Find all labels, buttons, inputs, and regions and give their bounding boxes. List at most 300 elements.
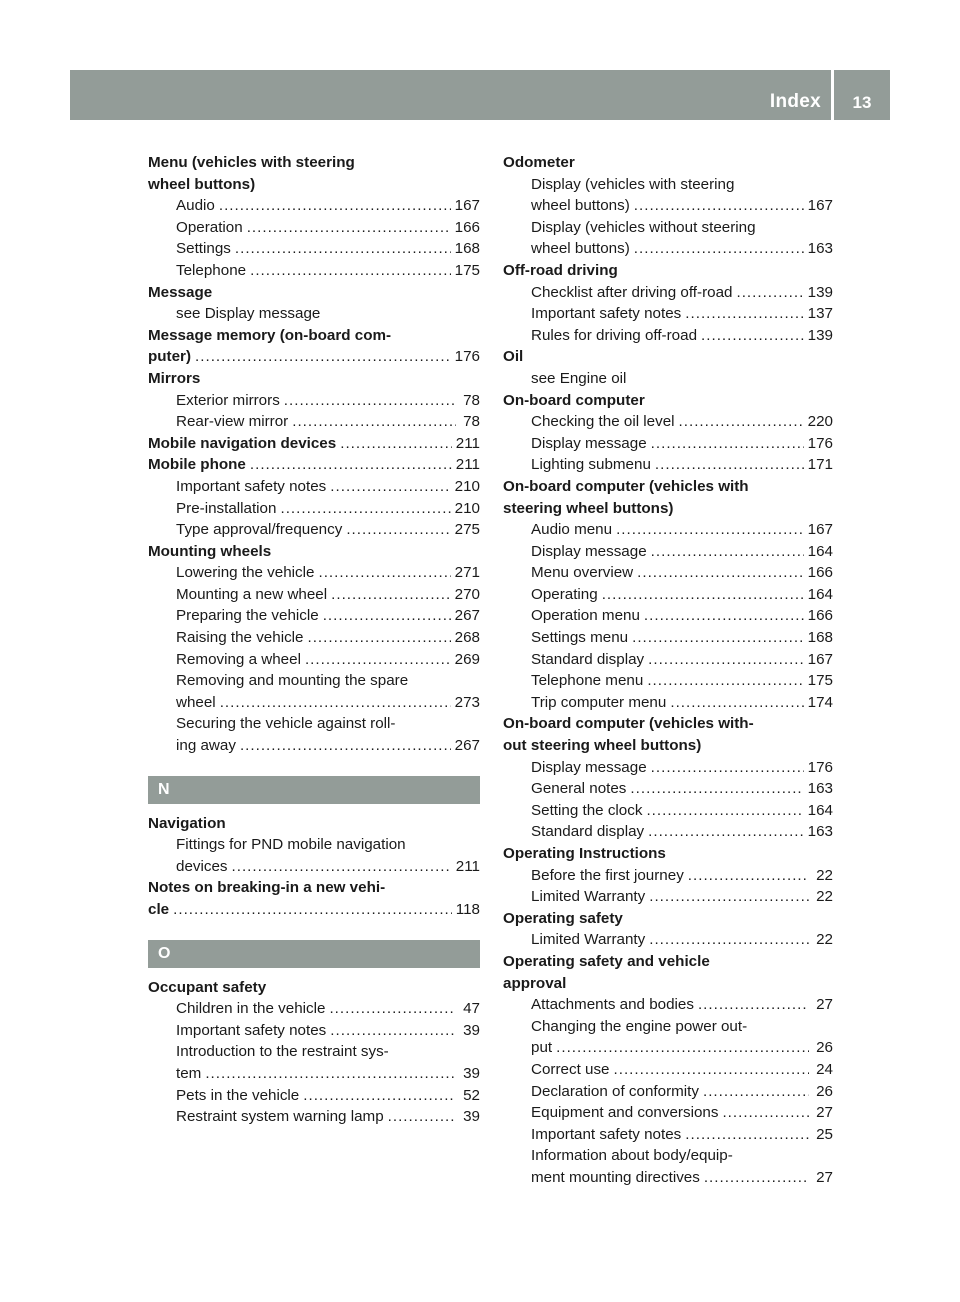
index-subentry	[148, 390, 480, 412]
index-entry	[503, 713, 833, 735]
page-reference: 271	[454, 564, 480, 582]
index-subentry	[503, 929, 833, 951]
page-reference: 211	[455, 456, 480, 474]
page-reference: 27	[816, 1168, 833, 1186]
page-reference: 167	[454, 197, 480, 215]
dot-leader	[651, 757, 804, 779]
index-subentry	[503, 454, 833, 476]
entry-text: Checklist after driving off-road	[531, 283, 733, 301]
entry-text: Pets in the vehicle	[176, 1086, 300, 1104]
index-subentry	[503, 584, 833, 606]
dot-leader	[330, 476, 450, 498]
page-reference: 171	[807, 456, 833, 474]
dot-leader	[637, 562, 804, 584]
index-entry	[148, 174, 480, 196]
dot-leader	[644, 605, 804, 627]
entry-text: steering wheel buttons)	[503, 499, 674, 517]
page-number: 13	[852, 93, 872, 112]
entry-text: Declaration of conformity	[531, 1082, 699, 1100]
dot-leader	[701, 325, 804, 347]
dot-leader	[655, 454, 804, 476]
entry-text: Trip computer menu	[531, 693, 667, 711]
page-reference: 176	[807, 758, 833, 776]
dot-leader	[698, 994, 809, 1016]
index-subentry	[148, 713, 480, 735]
index-subentry	[148, 519, 480, 541]
index-subentry	[148, 834, 480, 856]
entry-text: Rear-view mirror	[176, 413, 289, 431]
entry-text: Lowering the vehicle	[176, 564, 315, 582]
page-reference: 168	[807, 629, 833, 647]
entry-text: Display message	[531, 434, 647, 452]
index-subentry	[148, 856, 480, 878]
dot-leader	[329, 998, 456, 1020]
dot-leader	[205, 1063, 456, 1085]
index-entry	[503, 908, 833, 930]
entry-text: wheel buttons)	[531, 197, 630, 215]
dot-leader	[195, 346, 451, 368]
entry-text: Fittings for PND mobile navigation	[176, 836, 406, 854]
index-entry	[148, 813, 480, 835]
page-reference: 163	[807, 780, 833, 798]
index-subentry	[503, 1059, 833, 1081]
entry-text: Restraint system warning lamp	[176, 1108, 384, 1126]
entry-text: On-board computer (vehicles with	[503, 477, 749, 495]
index-subentry	[148, 1106, 480, 1128]
index-entry	[503, 843, 833, 865]
index-entry	[503, 973, 833, 995]
dot-leader	[250, 260, 451, 282]
entry-text: Occupant safety	[148, 978, 267, 996]
entry-text: Telephone	[176, 261, 247, 279]
index-subentry	[148, 670, 480, 692]
dot-leader	[280, 498, 450, 520]
entry-text: Odometer	[503, 154, 575, 171]
entry-text: Menu (vehicles with steering	[148, 154, 355, 171]
index-subentry	[148, 1063, 480, 1085]
index-column-right	[503, 152, 833, 1189]
index-entry	[148, 977, 480, 999]
entry-text: Operating Instructions	[503, 845, 666, 862]
index-entry	[503, 346, 833, 368]
dot-leader	[602, 584, 804, 606]
entry-text: Telephone menu	[531, 672, 644, 690]
entry-text: tem	[176, 1064, 202, 1082]
page-reference: 163	[807, 823, 833, 841]
entry-text: Audio menu	[531, 521, 613, 539]
index-entry	[503, 152, 833, 174]
entry-text: Mounting a new wheel	[176, 585, 328, 603]
index-subentry	[148, 649, 480, 671]
entry-text: Type approval/frequency	[176, 521, 343, 539]
entry-text: Mobile navigation devices	[148, 434, 337, 452]
page-reference: 176	[807, 434, 833, 452]
entry-text: Removing a wheel	[176, 650, 301, 668]
page-reference: 22	[816, 931, 833, 949]
index-entry	[503, 390, 833, 412]
letter-section-header: N	[148, 776, 480, 804]
page-reference: 139	[807, 283, 833, 301]
page-reference: 39	[463, 1021, 480, 1039]
dot-leader	[173, 899, 452, 921]
index-subentry	[148, 1020, 480, 1042]
section-gap	[148, 968, 480, 977]
page-reference: 270	[454, 585, 480, 603]
dot-leader	[220, 692, 451, 714]
page-reference: 167	[807, 650, 833, 668]
entry-text: Securing the vehicle against roll-	[176, 715, 396, 733]
page-reference: 175	[807, 672, 833, 690]
entry-text: put	[531, 1039, 553, 1057]
index-subentry	[503, 1081, 833, 1103]
entry-text: Important safety notes	[531, 305, 682, 323]
index-subentry	[503, 1016, 833, 1038]
page-reference: 269	[454, 650, 480, 668]
page-reference: 210	[454, 499, 480, 517]
section-gap	[148, 804, 480, 813]
entry-text: Operation menu	[531, 607, 640, 625]
entry-text: General notes	[531, 780, 627, 798]
entry-text: Exterior mirrors	[176, 391, 280, 409]
entry-text: Display message	[531, 542, 647, 560]
entry-text: Rules for driving off-road	[531, 326, 698, 344]
letter-section-header: O	[148, 940, 480, 968]
dot-leader	[556, 1037, 809, 1059]
index-subentry	[148, 303, 480, 325]
page-reference: 268	[454, 629, 480, 647]
dot-leader	[284, 390, 456, 412]
dot-leader	[670, 692, 803, 714]
index-subentry	[503, 368, 833, 390]
dot-leader	[685, 303, 803, 325]
index-subentry	[503, 411, 833, 433]
section-gap	[148, 921, 480, 940]
index-subentry	[503, 821, 833, 843]
index-subentry	[503, 627, 833, 649]
entry-text: ment mounting directives	[531, 1168, 700, 1186]
index-subentry	[503, 1124, 833, 1146]
dot-leader	[685, 1124, 809, 1146]
dot-leader	[649, 929, 809, 951]
dot-leader	[688, 865, 809, 887]
entry-text: Notes on breaking-in a new vehi-	[148, 879, 386, 897]
entry-text: Children in the vehicle	[176, 1000, 326, 1018]
entry-text: Limited Warranty	[531, 931, 646, 949]
dot-leader	[648, 821, 804, 843]
entry-text: Operating safety and vehicle	[503, 952, 710, 970]
dot-leader	[340, 433, 452, 455]
dot-leader	[634, 238, 804, 260]
entry-text: On-board computer	[503, 391, 645, 409]
dot-leader	[614, 1059, 810, 1081]
page-reference: 175	[454, 261, 480, 279]
entry-text: Settings menu	[531, 629, 629, 647]
page-reference: 166	[454, 218, 480, 236]
index-subentry	[148, 260, 480, 282]
page-reference: 211	[455, 434, 480, 452]
dot-leader	[646, 800, 803, 822]
entry-text: approval	[503, 974, 567, 992]
index-subentry	[148, 1041, 480, 1063]
entry-text: Introduction to the restraint sys-	[176, 1043, 389, 1061]
index-subentry	[503, 994, 833, 1016]
index-subentry	[503, 195, 833, 217]
dot-leader	[736, 282, 803, 304]
index-subentry	[148, 411, 480, 433]
entry-text: Operating	[531, 585, 598, 603]
index-entry	[148, 368, 480, 390]
page-reference: 164	[807, 585, 833, 603]
entry-text: see Engine oil	[531, 369, 627, 387]
dot-leader	[679, 411, 804, 433]
entry-text: Operating safety	[503, 909, 623, 927]
dot-leader	[219, 195, 451, 217]
index-subentry	[503, 670, 833, 692]
page-header-bar	[70, 70, 890, 120]
index-subentry	[503, 1145, 833, 1167]
entry-text: Message	[148, 283, 213, 301]
entry-text: Limited Warranty	[531, 888, 646, 906]
index-subentry	[148, 627, 480, 649]
index-subentry	[503, 649, 833, 671]
dot-leader	[292, 411, 456, 433]
page-reference: 220	[807, 413, 833, 431]
index-subentry	[503, 865, 833, 887]
entry-text: Important safety notes	[176, 477, 327, 495]
entry-text: Preparing the vehicle	[176, 607, 319, 625]
entry-text: cle	[148, 901, 170, 918]
dot-leader	[346, 519, 450, 541]
page-reference: 78	[463, 391, 480, 409]
index-entry	[148, 541, 480, 563]
dot-leader	[649, 886, 809, 908]
entry-text: Navigation	[148, 814, 226, 832]
index-entry	[503, 498, 833, 520]
index-subentry	[503, 541, 833, 563]
dot-leader	[647, 670, 803, 692]
index-entry	[503, 476, 833, 498]
page-reference: 273	[454, 693, 480, 711]
section-title: Index	[769, 91, 821, 112]
page-reference: 211	[455, 857, 480, 875]
entry-text: Setting the clock	[531, 801, 643, 819]
entry-text: Oil	[503, 348, 524, 366]
page-reference: 267	[454, 607, 480, 625]
entry-text: Attachments and bodies	[531, 996, 694, 1014]
entry-text: Information about body/equip-	[531, 1147, 733, 1165]
dot-leader	[323, 605, 451, 627]
entry-text: Before the first journey	[531, 866, 684, 884]
dot-leader	[232, 856, 452, 878]
section-gap	[148, 757, 480, 776]
dot-leader	[330, 1020, 456, 1042]
entry-text: Display (vehicles without steering	[531, 218, 756, 236]
entry-text: Correct use	[531, 1060, 610, 1078]
index-entry	[148, 346, 480, 368]
page-reference: 267	[454, 737, 480, 755]
page-reference: 78	[463, 413, 480, 431]
entry-text: ing away	[176, 737, 236, 755]
entry-text: Important safety notes	[531, 1125, 682, 1143]
dot-leader	[331, 584, 451, 606]
page-reference: 22	[816, 888, 833, 906]
index-subentry	[503, 605, 833, 627]
entry-text: puter)	[148, 348, 192, 366]
index-subentry	[503, 325, 833, 347]
entry-text: Important safety notes	[176, 1021, 327, 1039]
entry-text: Off-road driving	[503, 261, 618, 279]
entry-text: Checking the oil level	[531, 413, 675, 431]
dot-leader	[250, 454, 452, 476]
entry-text: Standard display	[531, 650, 645, 668]
index-entry	[148, 433, 480, 455]
index-subentry	[503, 757, 833, 779]
index-subentry	[503, 778, 833, 800]
entry-text: wheel buttons)	[531, 240, 630, 258]
page-reference: 137	[807, 305, 833, 323]
index-entry	[148, 325, 480, 347]
index-subentry	[148, 998, 480, 1020]
entry-text: Lighting submenu	[531, 456, 651, 474]
entry-text: Operation	[176, 218, 243, 236]
page-reference: 47	[463, 1000, 480, 1018]
dot-leader	[616, 519, 804, 541]
page-reference: 210	[454, 477, 480, 495]
dot-leader	[722, 1102, 809, 1124]
dot-leader	[648, 649, 804, 671]
page-reference: 164	[807, 542, 833, 560]
page-reference: 22	[816, 866, 833, 884]
page-reference: 39	[463, 1064, 480, 1082]
dot-leader	[704, 1167, 809, 1189]
index-subentry	[503, 282, 833, 304]
page-reference: 24	[816, 1060, 833, 1078]
index-entry	[148, 899, 480, 921]
index-entry	[148, 877, 480, 899]
index-column-left	[148, 152, 480, 1128]
dot-leader	[235, 238, 451, 260]
dot-leader	[634, 195, 804, 217]
page-reference: 118	[455, 901, 480, 918]
page-reference: 275	[454, 521, 480, 539]
entry-text: On-board computer (vehicles with-	[503, 715, 754, 733]
entry-text: Message memory (on-board com-	[148, 326, 392, 344]
index-subentry	[148, 217, 480, 239]
index-entry	[503, 735, 833, 757]
entry-text: Mounting wheels	[148, 542, 272, 560]
index-subentry	[148, 562, 480, 584]
dot-leader	[303, 1085, 456, 1107]
page-reference: 25	[816, 1125, 833, 1143]
entry-text: Mirrors	[148, 369, 201, 387]
dot-leader	[247, 217, 451, 239]
page-reference: 163	[807, 240, 833, 258]
index-subentry	[503, 886, 833, 908]
index-subentry	[148, 238, 480, 260]
page-reference: 39	[463, 1108, 480, 1126]
entry-text: Standard display	[531, 823, 645, 841]
index-subentry	[503, 800, 833, 822]
page-reference: 168	[454, 240, 480, 258]
page-reference: 139	[807, 326, 833, 344]
index-subentry	[503, 562, 833, 584]
dot-leader	[305, 649, 451, 671]
index-subentry	[503, 1037, 833, 1059]
dot-leader	[388, 1106, 456, 1128]
index-subentry	[148, 195, 480, 217]
index-subentry	[148, 584, 480, 606]
entry-text: devices	[176, 857, 228, 875]
page-reference: 176	[454, 348, 480, 366]
index-entry	[148, 454, 480, 476]
dot-leader	[651, 433, 804, 455]
index-subentry	[148, 498, 480, 520]
page-reference: 166	[807, 564, 833, 582]
page-reference: 167	[807, 197, 833, 215]
dot-leader	[651, 541, 804, 563]
page-reference: 167	[807, 521, 833, 539]
page-reference: 174	[807, 693, 833, 711]
index-subentry	[148, 692, 480, 714]
entry-text: Display (vehicles with steering	[531, 175, 735, 193]
index-entry	[503, 260, 833, 282]
index-subentry	[503, 1102, 833, 1124]
index-entry	[503, 951, 833, 973]
index-entry	[148, 152, 480, 174]
page-reference: 164	[807, 801, 833, 819]
page-reference: 26	[816, 1082, 833, 1100]
entry-text: Menu overview	[531, 564, 634, 582]
entry-text: wheel buttons)	[148, 175, 256, 193]
page-reference: 52	[463, 1086, 480, 1104]
index-subentry	[503, 1167, 833, 1189]
entry-text: wheel	[176, 693, 216, 711]
entry-text: out steering wheel buttons)	[503, 737, 702, 755]
dot-leader	[240, 735, 451, 757]
entry-text: Removing and mounting the spare	[176, 672, 409, 690]
entry-text: Mobile phone	[148, 456, 246, 474]
dot-leader	[307, 627, 450, 649]
index-subentry	[148, 735, 480, 757]
entry-text: Raising the vehicle	[176, 629, 304, 647]
dot-leader	[632, 627, 804, 649]
page-reference: 26	[816, 1039, 833, 1057]
index-subentry	[503, 433, 833, 455]
entry-text: see Display message	[176, 305, 321, 323]
index-subentry	[503, 174, 833, 196]
page-reference: 27	[816, 1104, 833, 1122]
dot-leader	[318, 562, 450, 584]
index-subentry	[503, 692, 833, 714]
index-subentry	[503, 303, 833, 325]
index-entry	[148, 282, 480, 304]
dot-leader	[630, 778, 803, 800]
page-reference: 166	[807, 607, 833, 625]
entry-text: Settings	[176, 240, 231, 258]
index-subentry	[148, 605, 480, 627]
index-subentry	[503, 238, 833, 260]
entry-text: Display message	[531, 758, 647, 776]
index-subentry	[503, 217, 833, 239]
entry-text: Changing the engine power out-	[531, 1017, 748, 1035]
index-subentry	[503, 519, 833, 541]
index-subentry	[148, 1085, 480, 1107]
entry-text: Pre-installation	[176, 499, 277, 517]
entry-text: Equipment and conversions	[531, 1104, 719, 1122]
dot-leader	[703, 1081, 809, 1103]
index-subentry	[148, 476, 480, 498]
entry-text: Audio	[176, 197, 215, 215]
